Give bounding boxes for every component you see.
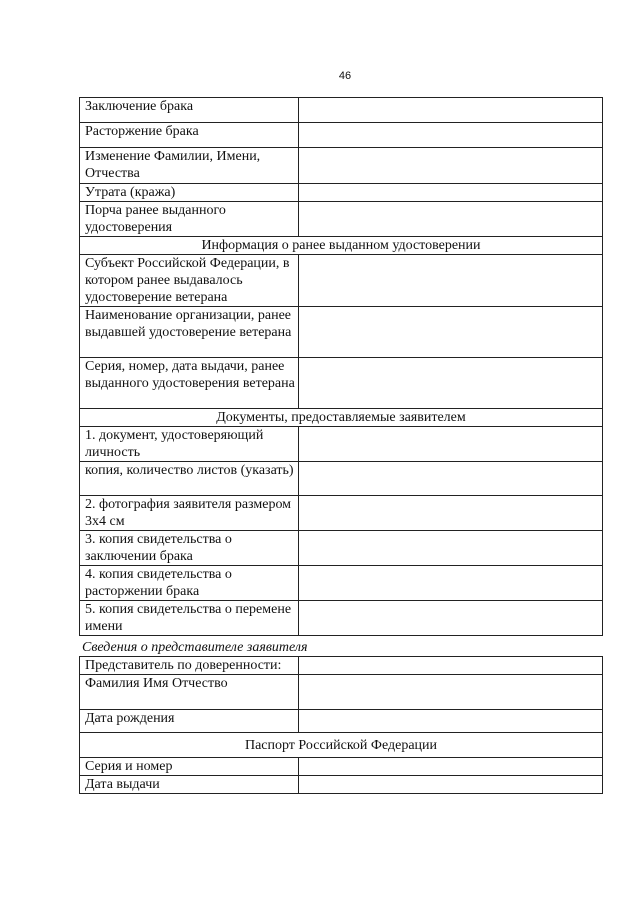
- row-value-cell[interactable]: [299, 255, 603, 307]
- row-label: 2. фотография заявителя размером 3x4 см: [80, 496, 299, 531]
- row-label: копия, количество листов (указать): [80, 462, 299, 496]
- section-documents: Документы, предоставляемые заявителем: [80, 409, 603, 427]
- section-passport: Паспорт Российской Федерации: [80, 733, 603, 758]
- application-table: [79, 97, 603, 636]
- row-label: 3. копия свидетельства о заключении брака: [80, 531, 299, 566]
- table-row: [80, 98, 603, 123]
- row-value-cell[interactable]: [299, 307, 603, 358]
- table-row: [80, 255, 603, 307]
- row-value-cell[interactable]: [299, 675, 603, 710]
- table-row: [80, 776, 603, 794]
- row-value-cell[interactable]: [299, 98, 603, 123]
- table-row: [80, 123, 603, 148]
- table-row: [80, 601, 603, 636]
- row-value-cell[interactable]: [299, 496, 603, 531]
- row-value-cell[interactable]: [299, 148, 603, 184]
- row-value-cell[interactable]: [299, 358, 603, 409]
- table-row: [80, 675, 603, 710]
- row-label: Субъект Российской Федерации, в котором ранее выдавалось удостоверение ветерана: [80, 255, 299, 307]
- row-label: Изменение Фамилии, Имени, Отчества: [80, 148, 299, 184]
- row-label: 1. документ, удостоверяющий личность: [80, 427, 299, 462]
- row-label: Серия, номер, дата выдачи, ранее выданного удостоверения ветерана: [80, 358, 299, 409]
- row-value-cell[interactable]: [299, 123, 603, 148]
- table-row: [80, 531, 603, 566]
- table-row: [80, 496, 603, 531]
- row-label: Наименование организации, ранее выдавшей удостоверение ветерана: [80, 307, 299, 358]
- row-value-cell[interactable]: [299, 776, 603, 794]
- table-row: [80, 307, 603, 358]
- table-row: [80, 184, 603, 202]
- row-label: Фамилия Имя Отчество: [80, 675, 299, 710]
- row-label: Представитель по доверенности:: [80, 657, 299, 675]
- row-value-cell[interactable]: [299, 427, 603, 462]
- section-row: [80, 409, 603, 427]
- row-label: 5. копия свидетельства о перемене имени: [80, 601, 299, 636]
- row-label: Дата выдачи: [80, 776, 299, 794]
- representative-table: [79, 656, 603, 794]
- table-row: [80, 358, 603, 409]
- row-value-cell[interactable]: [299, 566, 603, 601]
- table-row: [80, 657, 603, 675]
- row-value-cell[interactable]: [299, 462, 603, 496]
- row-label: Заключение брака: [80, 98, 299, 123]
- table-row: [80, 710, 603, 733]
- row-label: Порча ранее выданного удостоверения: [80, 202, 299, 237]
- section-row: [80, 733, 603, 758]
- row-value-cell[interactable]: [299, 531, 603, 566]
- row-label: 4. копия свидетельства о расторжении брака: [80, 566, 299, 601]
- row-value-cell[interactable]: [299, 184, 603, 202]
- row-value-cell[interactable]: [299, 710, 603, 733]
- row-label: Утрата (кража): [80, 184, 299, 202]
- row-value-cell[interactable]: [299, 657, 603, 675]
- table-row: [80, 148, 603, 184]
- table-row: [80, 566, 603, 601]
- page-number: 46: [338, 70, 352, 82]
- row-label: Серия и номер: [80, 758, 299, 776]
- table-row: [80, 462, 603, 496]
- representative-caption: Сведения о представителе заявителя: [82, 640, 308, 655]
- row-label: Дата рождения: [80, 710, 299, 733]
- row-label: Расторжение брака: [80, 123, 299, 148]
- section-row: [80, 237, 603, 255]
- table-row: [80, 758, 603, 776]
- table-row: [80, 427, 603, 462]
- row-value-cell[interactable]: [299, 601, 603, 636]
- row-value-cell[interactable]: [299, 202, 603, 237]
- row-value-cell[interactable]: [299, 758, 603, 776]
- section-previous-certificate: Информация о ранее выданном удостоверении: [80, 237, 603, 255]
- table-row: [80, 202, 603, 237]
